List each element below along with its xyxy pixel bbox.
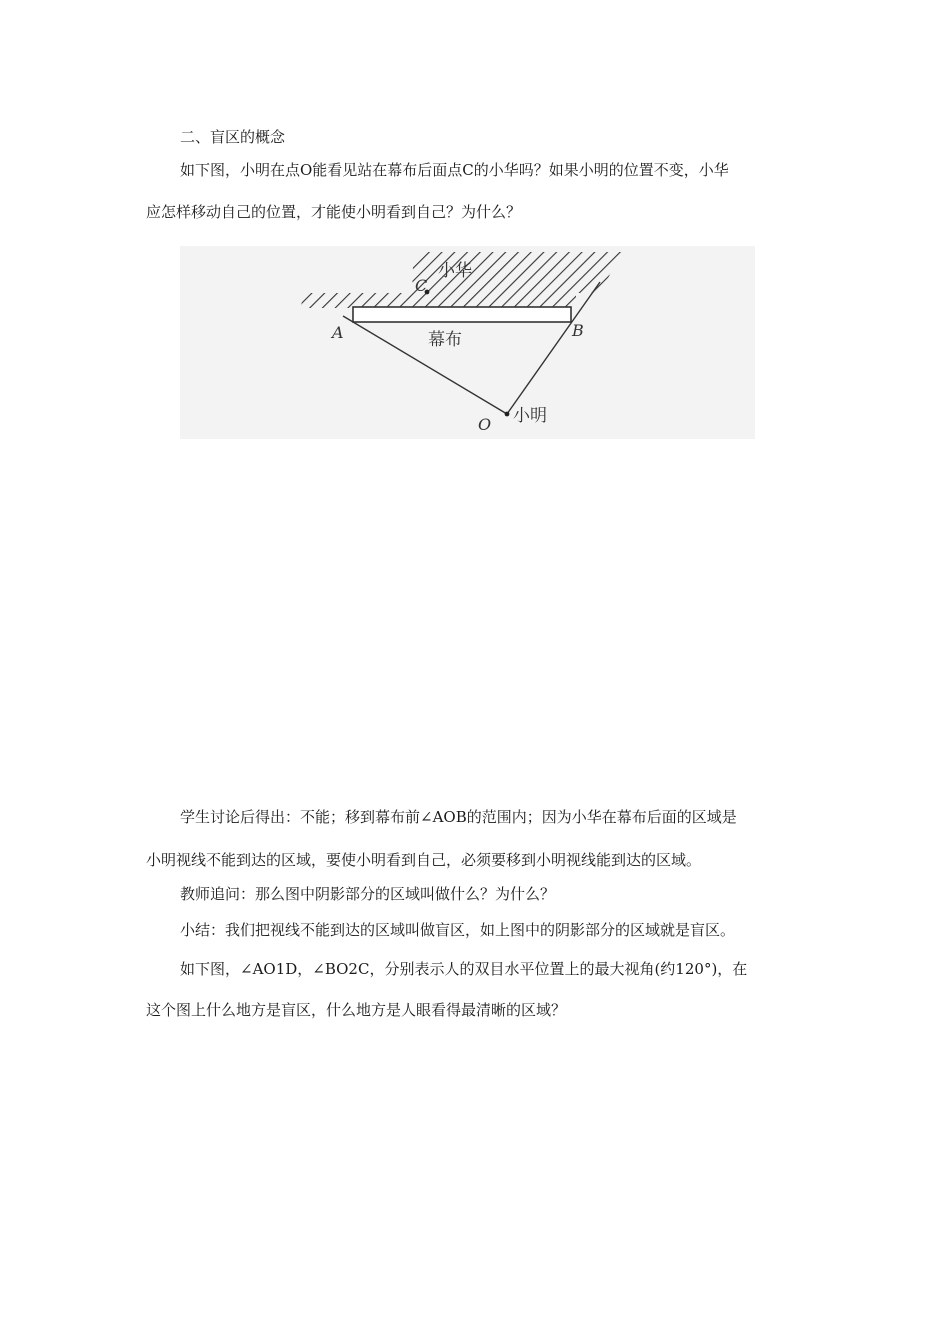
blind-region-hatch-left bbox=[300, 293, 353, 308]
next-paragraph-line1: 如下图，∠AO1D，∠BO2C，分别表示人的双目水平位置上的最大视角(约120°)，在 bbox=[180, 960, 748, 978]
label-b: B bbox=[572, 321, 584, 340]
answer-paragraph-line1: 学生讨论后得出：不能；移到幕布前∠AOB的范围内；因为小华在幕布后面的区域是 bbox=[180, 808, 737, 826]
label-xiaohua: 小华 bbox=[438, 261, 472, 281]
label-o: O bbox=[478, 415, 492, 434]
sight-line-oa bbox=[343, 316, 507, 414]
label-screen: 幕布 bbox=[428, 330, 462, 350]
teacher-question: 教师追问：那么图中阴影部分的区域叫做什么？为什么？ bbox=[180, 885, 556, 903]
screen-rect bbox=[353, 307, 571, 322]
answer-paragraph-line2: 小明视线不能到达的区域，要使小明看到自己，必须要移到小明视线能到达的区域。 bbox=[146, 851, 702, 869]
section-heading: 二、盲区的概念 bbox=[180, 128, 286, 146]
intro-paragraph-line1: 如下图，小明在点O能看见站在幕布后面点C的小华吗？如果小明的位置不变，小华 bbox=[180, 161, 729, 179]
summary-paragraph: 小结：我们把视线不能到达的区域叫做盲区，如上图中的阴影部分的区域就是盲区。 bbox=[180, 921, 736, 939]
intro-paragraph-line2: 应怎样移动自己的位置，才能使小明看到自己？为什么？ bbox=[146, 203, 522, 221]
blind-spot-figure bbox=[180, 246, 755, 439]
label-a: A bbox=[332, 323, 344, 342]
next-paragraph-line2: 这个图上什么地方是盲区，什么地方是人眼看得最清晰的区域？ bbox=[146, 1001, 567, 1019]
point-o-dot bbox=[505, 412, 510, 417]
label-c: C bbox=[415, 276, 428, 295]
label-xiaoming: 小明 bbox=[513, 406, 547, 426]
blind-spot-diagram bbox=[180, 246, 755, 439]
